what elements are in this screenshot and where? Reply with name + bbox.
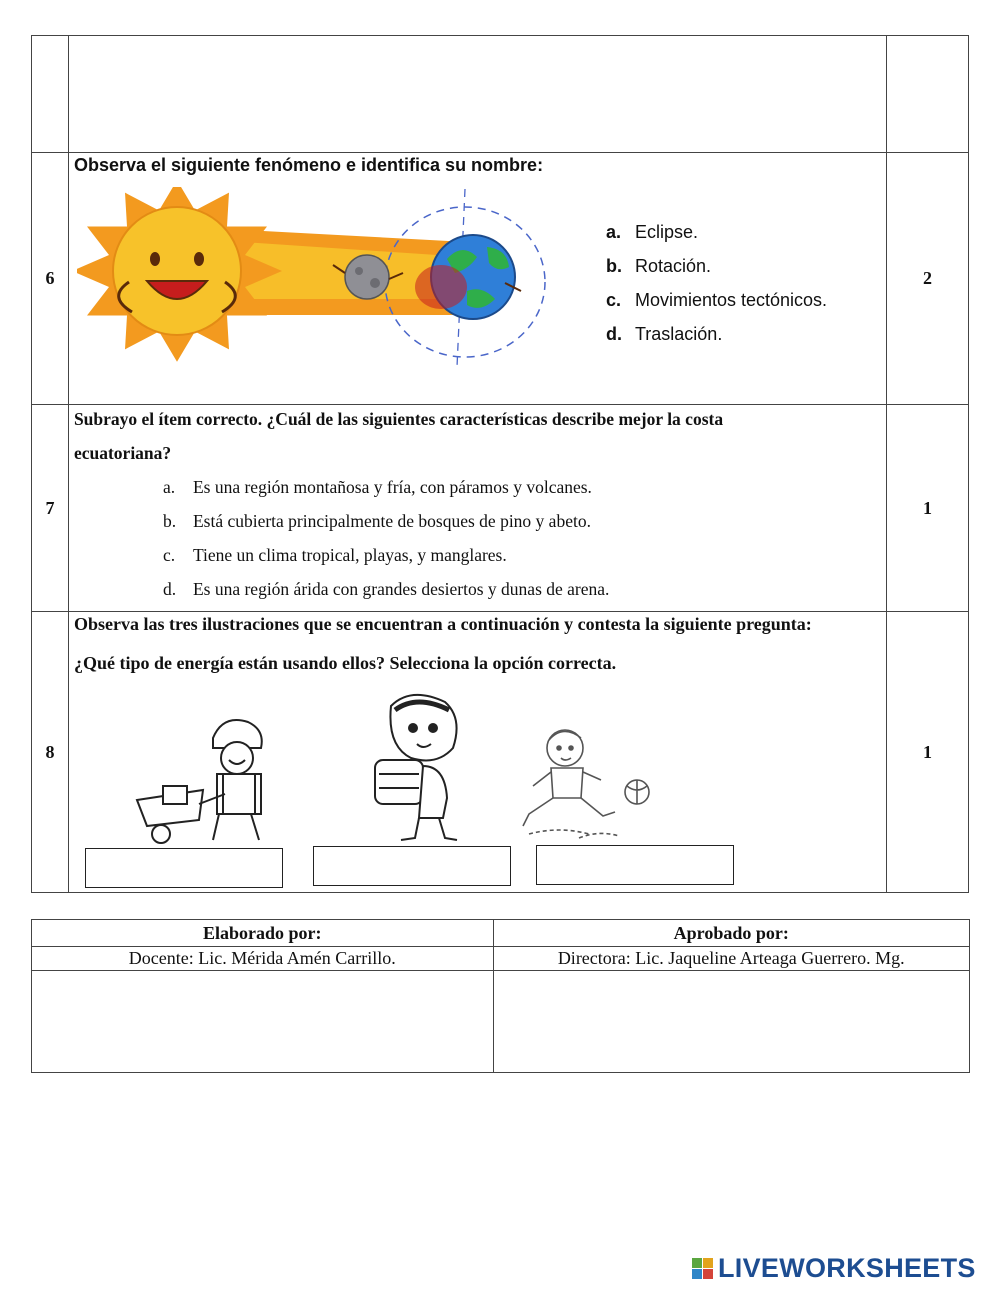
option-c[interactable] bbox=[606, 283, 827, 317]
question-6-options bbox=[606, 215, 827, 351]
option-b[interactable] bbox=[74, 509, 886, 543]
option-c[interactable] bbox=[74, 543, 886, 577]
option-text: Eclipse. bbox=[634, 222, 698, 242]
aprobado-name: Directora: Lic. Jaqueline Arteaga Guerrero. Mg. bbox=[493, 947, 970, 971]
question-number: 7 bbox=[32, 405, 69, 612]
option-d[interactable] bbox=[74, 577, 886, 611]
option-a[interactable] bbox=[74, 475, 886, 509]
option-text: Movimientos tectónicos. bbox=[634, 290, 828, 310]
row-empty bbox=[32, 36, 969, 153]
row-points bbox=[887, 36, 969, 153]
option-text: Rotación. bbox=[634, 256, 711, 276]
option-text: Está cubierta principalmente de bosques de pino y abeto. bbox=[192, 511, 591, 531]
option-b[interactable] bbox=[606, 249, 827, 283]
question-8-content bbox=[68, 612, 886, 893]
question-7-title: Subrayo el ítem correcto. ¿Cuál de las siguientes características describe mejor la costa bbox=[73, 409, 724, 429]
elaborado-label: Elaborado por: bbox=[32, 920, 494, 947]
sun-face bbox=[113, 207, 241, 335]
option-letter: b. bbox=[162, 511, 177, 531]
answer-box-3[interactable] bbox=[536, 845, 734, 885]
question-number: 6 bbox=[32, 153, 69, 405]
answer-box-1[interactable] bbox=[85, 848, 283, 888]
question-6-content bbox=[68, 153, 886, 405]
signature-table bbox=[31, 919, 970, 1073]
aprobado-label: Aprobado por: bbox=[493, 920, 970, 947]
question-8-row bbox=[32, 612, 969, 893]
question-number: 8 bbox=[32, 612, 69, 893]
option-letter: d. bbox=[162, 579, 177, 599]
option-letter: a. bbox=[605, 222, 621, 242]
liveworksheets-brand[interactable]: LIVEWORKSHEETS bbox=[718, 1253, 976, 1283]
moon bbox=[345, 255, 389, 299]
question-points: 2 bbox=[887, 153, 969, 405]
row-number bbox=[32, 36, 69, 153]
option-a[interactable] bbox=[606, 215, 827, 249]
option-letter: b. bbox=[605, 256, 622, 276]
question-8-title: Observa las tres ilustraciones que se encuentran a continuación y contesta la siguiente pregunta: bbox=[73, 614, 812, 634]
elaborado-name: Docente: Lic. Mérida Amén Carrillo. bbox=[32, 947, 494, 971]
option-letter: d. bbox=[605, 324, 622, 344]
liveworksheets-logo-icon bbox=[692, 1258, 714, 1280]
question-6-row bbox=[32, 153, 969, 405]
question-points: 1 bbox=[887, 405, 969, 612]
aprobado-signature-area bbox=[493, 971, 970, 1073]
option-text: Es una región montañosa y fría, con páramos y volcanes. bbox=[192, 477, 592, 497]
option-text: Tiene un clima tropical, playas, y manglares. bbox=[192, 545, 507, 565]
elaborado-signature-area bbox=[32, 971, 494, 1073]
sun-moon-earth-illustration bbox=[77, 187, 547, 369]
option-text: Es una región árida con grandes desiertos y dunas de arena. bbox=[192, 579, 610, 599]
option-letter: a. bbox=[162, 477, 176, 497]
girl-backpack-illustration bbox=[353, 688, 483, 846]
question-7-content bbox=[68, 405, 886, 612]
option-d[interactable] bbox=[606, 317, 827, 351]
option-text: Traslación. bbox=[634, 324, 723, 344]
worker-wheelbarrow-illustration bbox=[133, 708, 273, 848]
question-7-row bbox=[32, 405, 969, 612]
option-letter: c. bbox=[162, 545, 176, 565]
answer-box-2[interactable] bbox=[313, 846, 511, 886]
row-content bbox=[68, 36, 886, 153]
option-letter: c. bbox=[605, 290, 621, 310]
question-6-title: Observa el siguiente fenómeno e identifica su nombre: bbox=[73, 155, 544, 175]
kid-kicking-ball-illustration bbox=[519, 722, 659, 847]
question-8-subtitle: ¿Qué tipo de energía están usando ellos? Selecciona la opción correcta. bbox=[73, 653, 617, 673]
question-points: 1 bbox=[887, 612, 969, 893]
question-7-title-cont: ecuatoriana? bbox=[73, 443, 172, 463]
exam-table bbox=[31, 35, 969, 893]
